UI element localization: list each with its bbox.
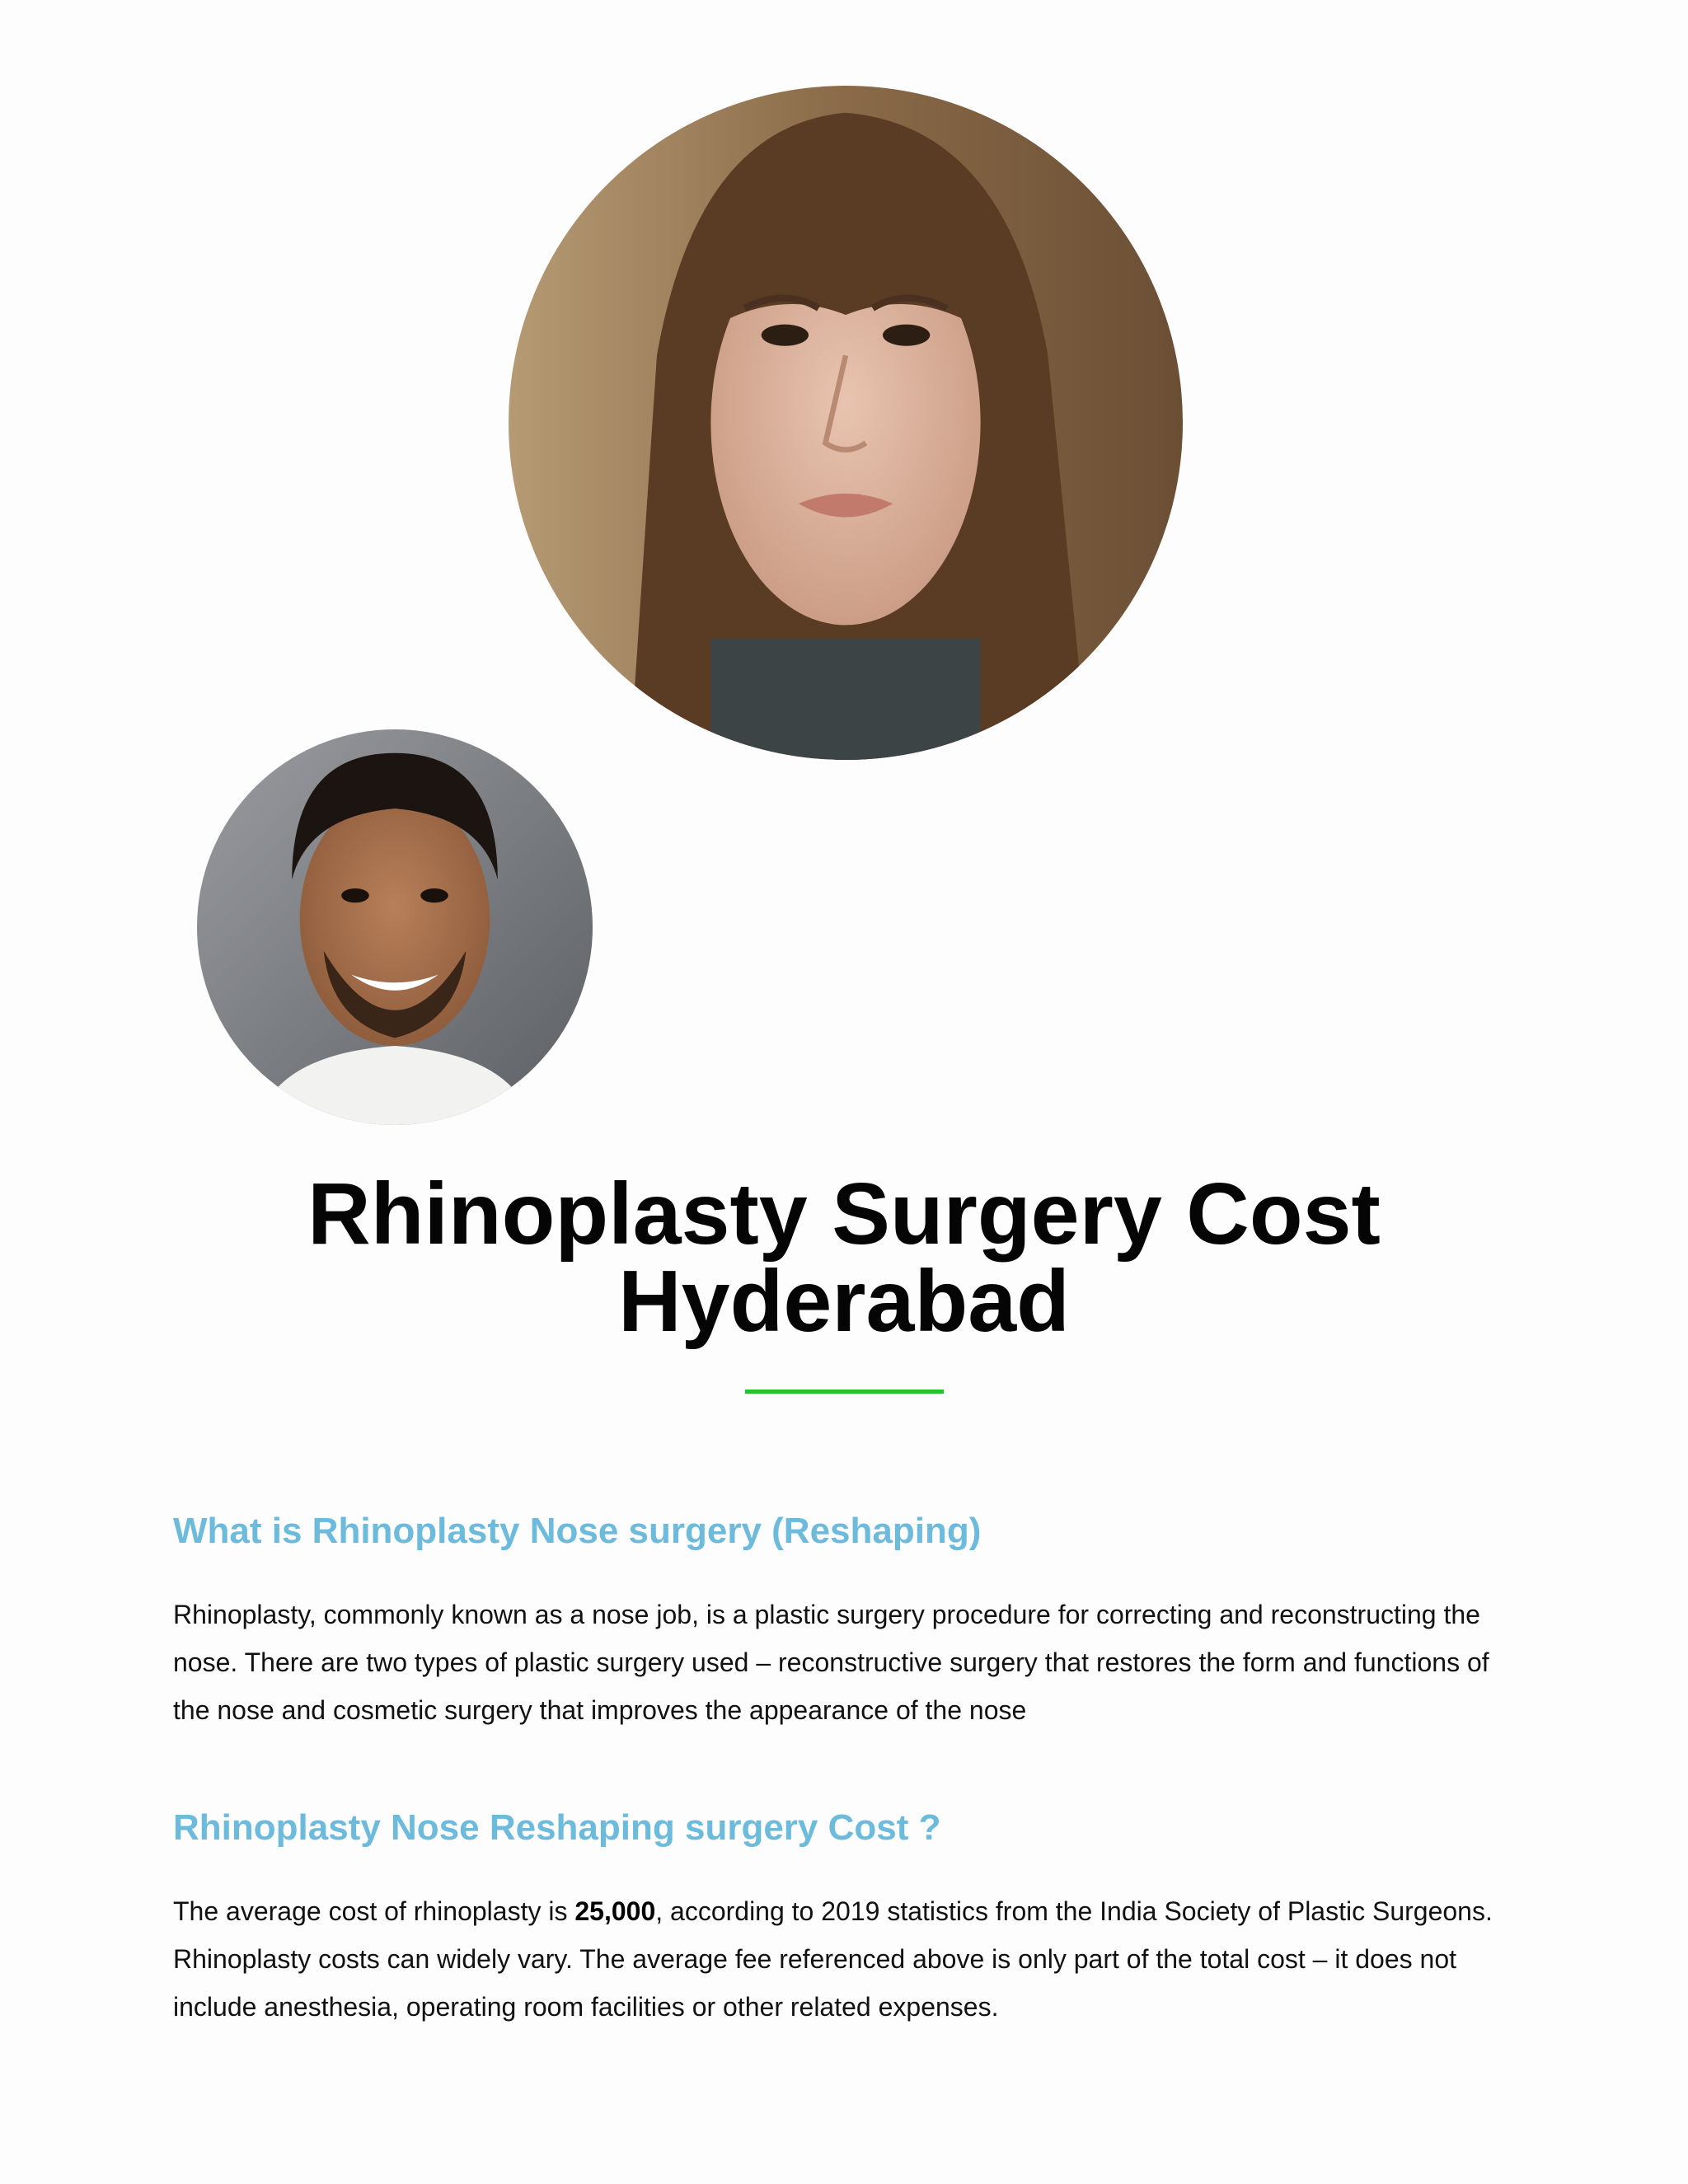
section-paragraph: Rhinoplasty, commonly known as a nose job, is a plastic surgery procedure for correcting and reconstructing the nose. There are two types of plastic surgery used – reconstructive surgery that restores the form and functions of the nose and cosmetic surgery that improves the appearance of the nose bbox=[173, 1600, 1489, 1725]
man-portrait-icon bbox=[197, 729, 593, 1125]
section-what-is-rhinoplasty-body bbox=[173, 1591, 1525, 1734]
man-portrait-image bbox=[197, 729, 593, 1125]
page-title-line-2: Hyderabad bbox=[618, 1253, 1070, 1350]
woman-portrait-icon bbox=[509, 86, 1183, 760]
paragraph-text-start: The average cost of rhinoplasty is bbox=[173, 1896, 575, 1926]
section-heading: Rhinoplasty Nose Reshaping surgery Cost ? bbox=[173, 1807, 941, 1848]
cost-value: 25,000 bbox=[574, 1896, 656, 1926]
section-heading: What is Rhinoplasty Nose surgery (Reshaping) bbox=[173, 1511, 982, 1551]
section-what-is-rhinoplasty bbox=[173, 1508, 1525, 1554]
section-rhinoplasty-cost-body bbox=[173, 1887, 1525, 2031]
page-title-line-1: Rhinoplasty Surgery Cost bbox=[307, 1165, 1381, 1263]
woman-portrait-image bbox=[509, 86, 1183, 760]
paragraph-text-end: , according to 2019 statistics from the India Society of Plastic Surgeons. Rhinoplasty costs can widely vary. The average fee referenced above is only part of the total cost – it does not include anesthesia, operating room facilities or other related expenses. bbox=[173, 1896, 1493, 2022]
section-rhinoplasty-cost bbox=[173, 1805, 1525, 1851]
title-underline-divider bbox=[745, 1390, 944, 1394]
section-paragraph bbox=[173, 1887, 1525, 2031]
page-title bbox=[0, 1165, 1688, 1350]
title-block bbox=[0, 1165, 1688, 1350]
